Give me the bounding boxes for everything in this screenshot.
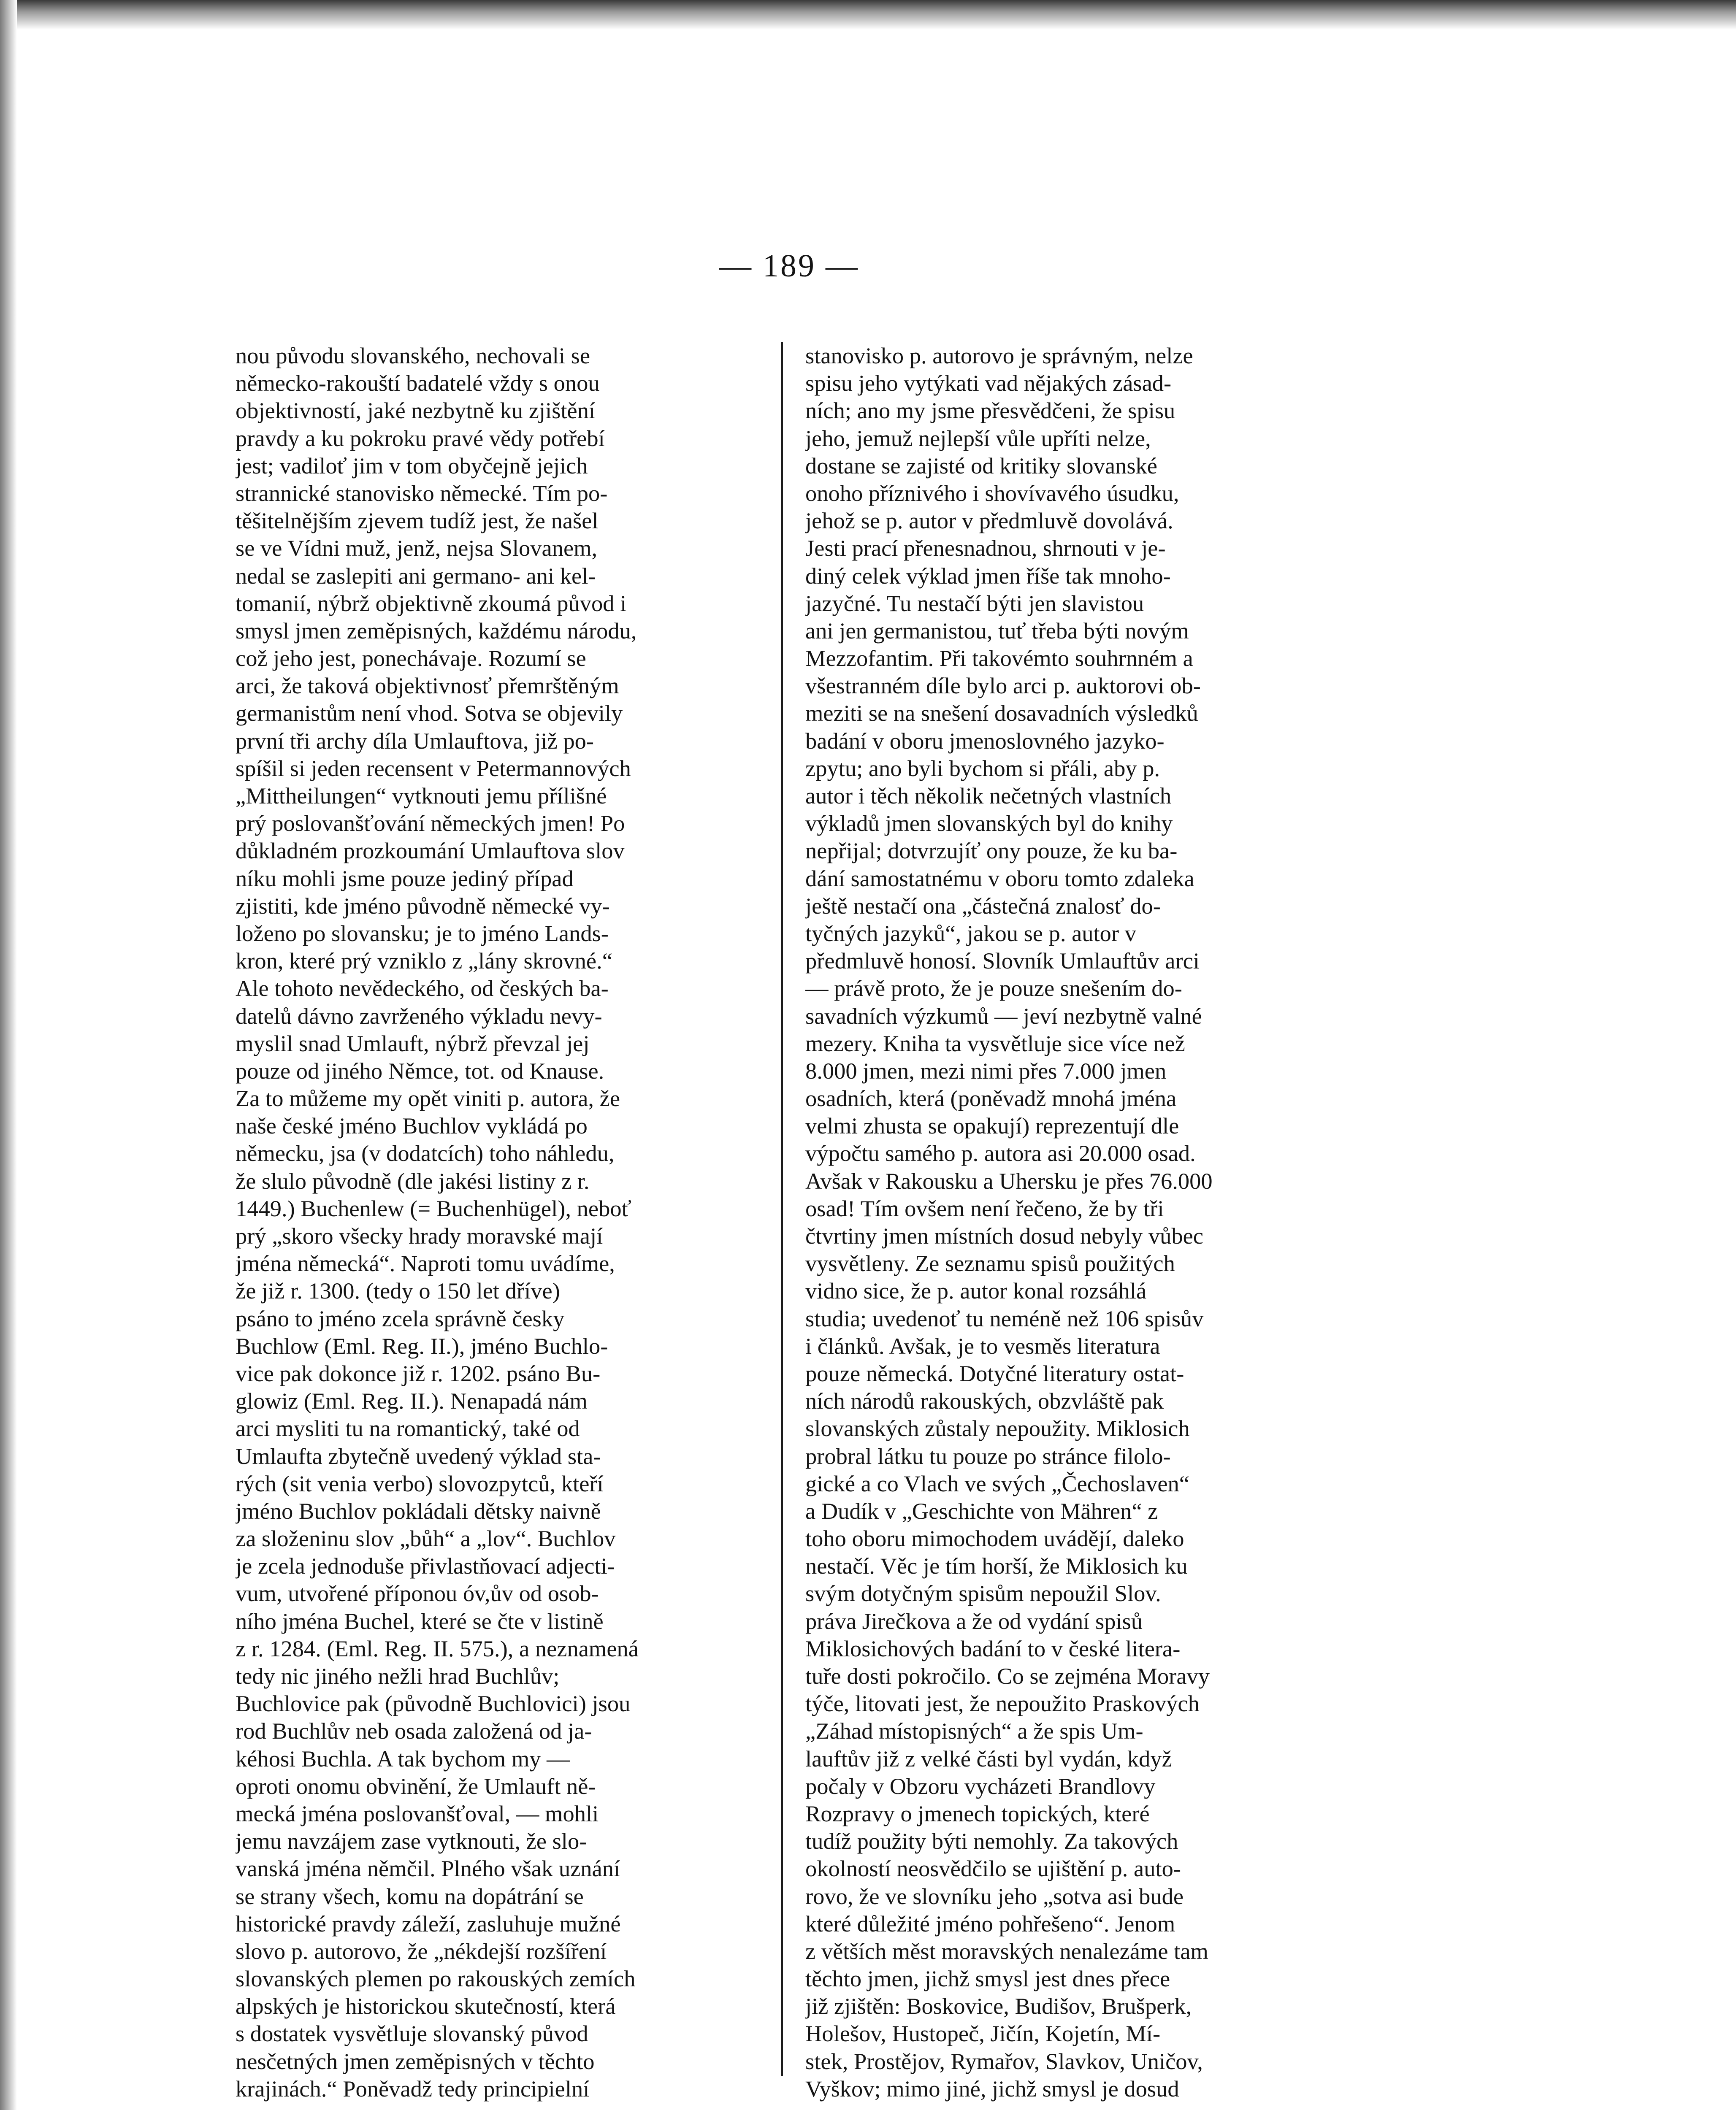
text-line: stek, Prostějov, Rymařov, Slavkov, Uničov, (805, 2048, 1203, 2074)
text-line: pravdy a ku pokroku pravé vědy potřebí (236, 425, 605, 451)
text-line: smysl jmen zeměpisných, každému národu, (236, 617, 637, 644)
text-line: což jeho jest, ponechávaje. Rozumí se (236, 645, 586, 671)
text-line: vidno sice, že p. autor konal rozsáhlá (805, 1278, 1147, 1304)
text-line: Jesti prací přenesnadnou, shrnouti v je- (805, 535, 1166, 561)
text-line: „Mittheilungen“ vytknouti jemu přílišné (236, 783, 607, 809)
text-line: diný celek výklad jmen říše tak mnoho- (805, 563, 1171, 589)
text-line: alpských je historickou skutečností, která (236, 1993, 616, 2019)
text-line: se ve Vídni muž, jenž, nejsa Slovanem, (236, 535, 598, 561)
text-line: je zcela jednoduše přivlastňovací adjecti- (236, 1553, 615, 1579)
text-line: historické pravdy záleží, zasluhuje mužné (236, 1910, 621, 1937)
text-line: mecká jména poslovanšťoval, — mohli (236, 1800, 599, 1826)
text-line: meziti se na snešení dosavadních výsledků (805, 700, 1198, 726)
text-line: spisu jeho vytýkati vad nějakých zásad- (805, 370, 1172, 396)
text-line: jazyčné. Tu nestačí býti jen slavistou (805, 590, 1144, 616)
text-line: slovanských zůstaly nepoužity. Miklosich (805, 1415, 1190, 1442)
text-line: nou původu slovanského, nechovali se (236, 343, 590, 368)
text-line: studia; uvedenoť tu neméně než 106 spisův (805, 1305, 1204, 1331)
text-line: dostane se zajisté od kritiky slovanské (805, 452, 1157, 479)
text-line: spíšil si jeden recensent v Petermannových (236, 755, 631, 781)
text-line: předmluvě honosí. Slovník Umlauftův arci (805, 948, 1200, 974)
text-line: jméno Buchlov pokládali dětsky naivně (236, 1498, 601, 1524)
text-line: badání v oboru jmenoslovného jazyko- (805, 728, 1165, 754)
text-line: za složeninu slov „bůh“ a „lov“. Buchlov (236, 1526, 616, 1552)
text-line: nestačí. Věc je tím horší, že Miklosich ku (805, 1553, 1188, 1579)
scan-top-edge (0, 0, 1736, 30)
text-line: Avšak v Rakousku a Uhersku je přes 76.000 (805, 1168, 1213, 1194)
text-line: Za to můžeme my opět viniti p. autora, že (236, 1085, 620, 1112)
text-line: již zjištěn: Boskovice, Budišov, Brušperk, (805, 1993, 1192, 2019)
text-line: osadních, která (poněvadž mnohá jména (805, 1085, 1177, 1112)
text-line: výpočtu samého p. autora asi 20.000 osad. (805, 1140, 1196, 1166)
right-text-column (805, 342, 1321, 2110)
text-line: Miklosichových badání to v české litera- (805, 1635, 1181, 1661)
text-line: rod Buchlův neb osada založená od ja- (236, 1718, 592, 1744)
text-line: osad! Tím ovšem není řečeno, že by tři (805, 1195, 1164, 1221)
text-line: německu, jsa (v dodatcích) toho náhledu, (236, 1140, 615, 1166)
text-line: arci, že taková objektivnosť přemrštěným (236, 673, 619, 699)
text-line: savadních výzkumů — jeví nezbytně valné (805, 1003, 1202, 1029)
text-line: německo-rakouští badatelé vždy s onou (236, 370, 600, 396)
text-line: Buchlow (Eml. Reg. II.), jméno Buchlo- (236, 1333, 608, 1359)
text-line: oproti onomu obvinění, že Umlauft ně- (236, 1773, 596, 1799)
text-line: důkladném prozkoumání Umlauftova slov (236, 838, 625, 864)
text-line: 1449.) Buchenlew (= Buchenhügel), neboť (236, 1195, 631, 1221)
text-line: okolností neosvědčilo se ujištění p. auto- (805, 1856, 1181, 1882)
text-line: zpytu; ano byli bychom si přáli, aby p. (805, 755, 1160, 781)
text-line: které důležité jméno pohřešeno“. Jenom (805, 1910, 1175, 1937)
text-line: prý poslovanšťování německých jmen! Po (236, 810, 625, 836)
text-line: slovanských plemen po rakouských zemích (236, 1966, 636, 1992)
text-line: kéhosi Buchla. A tak bychom my — (236, 1745, 570, 1772)
text-line: dání samostatnému v oboru tomto zdaleka (805, 865, 1194, 891)
text-line: zjistiti, kde jméno původně německé vy- (236, 893, 610, 919)
text-line: strannické stanovisko německé. Tím po- (236, 480, 608, 506)
text-line: nepřijal; dotvrzujíť ony pouze, že ku ba- (805, 838, 1178, 864)
text-line: probral látku tu pouze po stránce filolo- (805, 1443, 1171, 1469)
text-line: jemu navzájem zase vytknouti, že slo- (236, 1828, 587, 1854)
text-line: tudíž použity býti nemohly. Za takových (805, 1828, 1178, 1854)
text-line: vice pak dokonce již r. 1202. psáno Bu- (236, 1360, 601, 1386)
text-line: ani jen germanistou, tuť třeba býti novým (805, 617, 1189, 644)
text-line: práva Jirečkova a že od vydání spisů (805, 1608, 1143, 1634)
text-line: ních; ano my jsme přesvědčeni, že spisu (805, 398, 1175, 424)
scan-left-edge (0, 0, 17, 2110)
text-line: nedal se zaslepiti ani germano- ani kel- (236, 563, 596, 589)
text-line: vum, utvořené příponou óv,ův od osob- (236, 1580, 599, 1607)
text-line: stanovisko p. autorovo je správným, nelze (805, 343, 1193, 368)
text-line: velmi zhusta se opakují) reprezentují dle (805, 1113, 1179, 1139)
text-line: že slulo původně (dle jakési listiny z r. (236, 1168, 590, 1194)
text-line: mezery. Kniha ta vysvětluje sice více než (805, 1030, 1185, 1056)
text-line: nesčetných jmen zeměpisných v těchto (236, 2048, 595, 2074)
text-line: všestranném díle bylo arci p. auktorovi ob- (805, 673, 1201, 699)
text-line: kron, které prý vzniklo z „lány skrovné.“ (236, 948, 612, 974)
text-line: že již r. 1300. (tedy o 150 let dříve) (236, 1278, 560, 1304)
text-line: čtvrtiny jmen místních dosud nebyly vůbec (805, 1223, 1203, 1249)
text-line: jest; vadiloť jim v tom obyčejně jejich (236, 452, 588, 479)
text-line: ního jména Buchel, které se čte v listině (236, 1608, 604, 1634)
text-line: lauftův již z velké části byl vydán, když (805, 1745, 1172, 1772)
text-line: Mezzofantim. Při takovémto souhrnném a (805, 645, 1193, 671)
text-line: rých (sit venia verbo) slovozpytců, kteří (236, 1470, 604, 1496)
text-line: — právě proto, že je pouze snešením do- (805, 975, 1182, 1001)
page-number: — 189 — (719, 248, 859, 284)
text-line: objektivností, jaké nezbytně ku zjištění (236, 398, 596, 424)
text-line: autor i těch několik nečetných vlastních (805, 783, 1172, 809)
text-line: z větších měst moravských nenalezáme tam (805, 1938, 1208, 1964)
text-line: krajinách.“ Poněvadž tedy principielní (236, 2075, 590, 2102)
text-line: a Dudík v „Geschichte von Mähren“ z (805, 1498, 1158, 1524)
text-line: počaly v Obzoru vycházeti Brandlovy (805, 1773, 1156, 1799)
text-line: Ale tohoto nevědeckého, od českých ba- (236, 975, 609, 1001)
text-line: svým dotyčným spisům nepoužil Slov. (805, 1580, 1161, 1607)
text-line: tedy nic jiného nežli hrad Buchlův; (236, 1663, 560, 1689)
text-line: onoho příznivého i shovívavého úsudku, (805, 480, 1179, 506)
text-line: pouze německá. Dotyčné literatury ostat- (805, 1360, 1184, 1386)
text-line: ních národů rakouských, obzvláště pak (805, 1388, 1164, 1414)
text-line: Vyškov; mimo jiné, jichž smysl je dosud (805, 2075, 1179, 2102)
text-line: prý „skoro všecky hrady moravské mají (236, 1223, 603, 1249)
text-line: níku mohli jsme pouze jediný případ (236, 865, 574, 891)
text-line: glowiz (Eml. Reg. II.). Nenapadá nám (236, 1388, 588, 1414)
text-line: se strany všech, komu na dopátrání se (236, 1883, 584, 1909)
text-line: vysvětleny. Ze seznamu spisů použitých (805, 1250, 1175, 1277)
column-divider (781, 342, 783, 2076)
text-line: germanistům není vhod. Sotva se objevily (236, 700, 623, 726)
text-line: arci mysliti tu na romantický, také od (236, 1415, 580, 1442)
text-line: naše české jméno Buchlov vykládá po (236, 1113, 588, 1139)
text-line: psáno to jméno zcela správně česky (236, 1305, 565, 1331)
text-line: ještě nestačí ona „částečná znalosť do- (805, 893, 1161, 919)
text-line: toho oboru mimochodem uvádějí, daleko (805, 1526, 1184, 1552)
text-line: jména německá“. Naproti tomu uvádíme, (236, 1250, 615, 1277)
text-line: i článků. Avšak, je to vesměs literatura (805, 1333, 1160, 1359)
text-line: tuře dosti pokročilo. Co se zejména Moravy (805, 1663, 1210, 1689)
text-line: Rozpravy o jmenech topických, které (805, 1800, 1150, 1826)
text-line: s dostatek vysvětluje slovanský původ (236, 2021, 588, 2047)
text-line: gické a co Vlach ve svých „Čechoslaven“ (805, 1470, 1189, 1496)
text-line: loženo po slovansku; je to jméno Lands- (236, 920, 609, 946)
text-line: 8.000 jmen, mezi nimi přes 7.000 jmen (805, 1058, 1167, 1084)
text-line: myslil snad Umlauft, nýbrž převzal jej (236, 1030, 590, 1056)
text-line: první tři archy díla Umlauftova, již po- (236, 728, 594, 754)
text-line: Umlaufta zbytečně uvedený výklad sta- (236, 1443, 601, 1469)
text-line: pouze od jiného Němce, tot. od Knause. (236, 1058, 604, 1084)
text-line: Buchlovice pak (původně Buchlovici) jsou (236, 1691, 631, 1717)
text-line: datelů dávno zavrženého výkladu nevy- (236, 1003, 602, 1029)
text-line: vanská jména němčil. Plného však uznání (236, 1856, 620, 1882)
text-line: rovo, že ve slovníku jeho „sotva asi bude (805, 1883, 1184, 1909)
text-line: z r. 1284. (Eml. Reg. II. 575.), a neznamená (236, 1635, 639, 1661)
text-line: výkladů jmen slovanských byl do knihy (805, 810, 1173, 836)
text-line: těšitelnějším zjevem tudíž jest, že našel (236, 508, 599, 534)
text-line: těchto jmen, jichž smysl jest dnes přece (805, 1966, 1170, 1992)
text-line: jeho, jemuž nejlepší vůle upříti nelze, (805, 425, 1151, 451)
left-text-column (236, 342, 755, 2110)
text-line: tomanií, nýbrž objektivně zkoumá původ i (236, 590, 627, 616)
text-line: týče, litovati jest, že nepoužito Praskových (805, 1691, 1200, 1717)
text-line: slovo p. autorovo, že „nékdejší rozšíření (236, 1938, 607, 1964)
text-line: jehož se p. autor v předmluvě dovolává. (805, 508, 1173, 534)
text-line: „Záhad místopisných“ a že spis Um- (805, 1718, 1143, 1744)
text-line: tyčných jazyků“, jakou se p. autor v (805, 920, 1136, 946)
text-line: Holešov, Hustopeč, Jičín, Kojetín, Mí- (805, 2021, 1161, 2047)
